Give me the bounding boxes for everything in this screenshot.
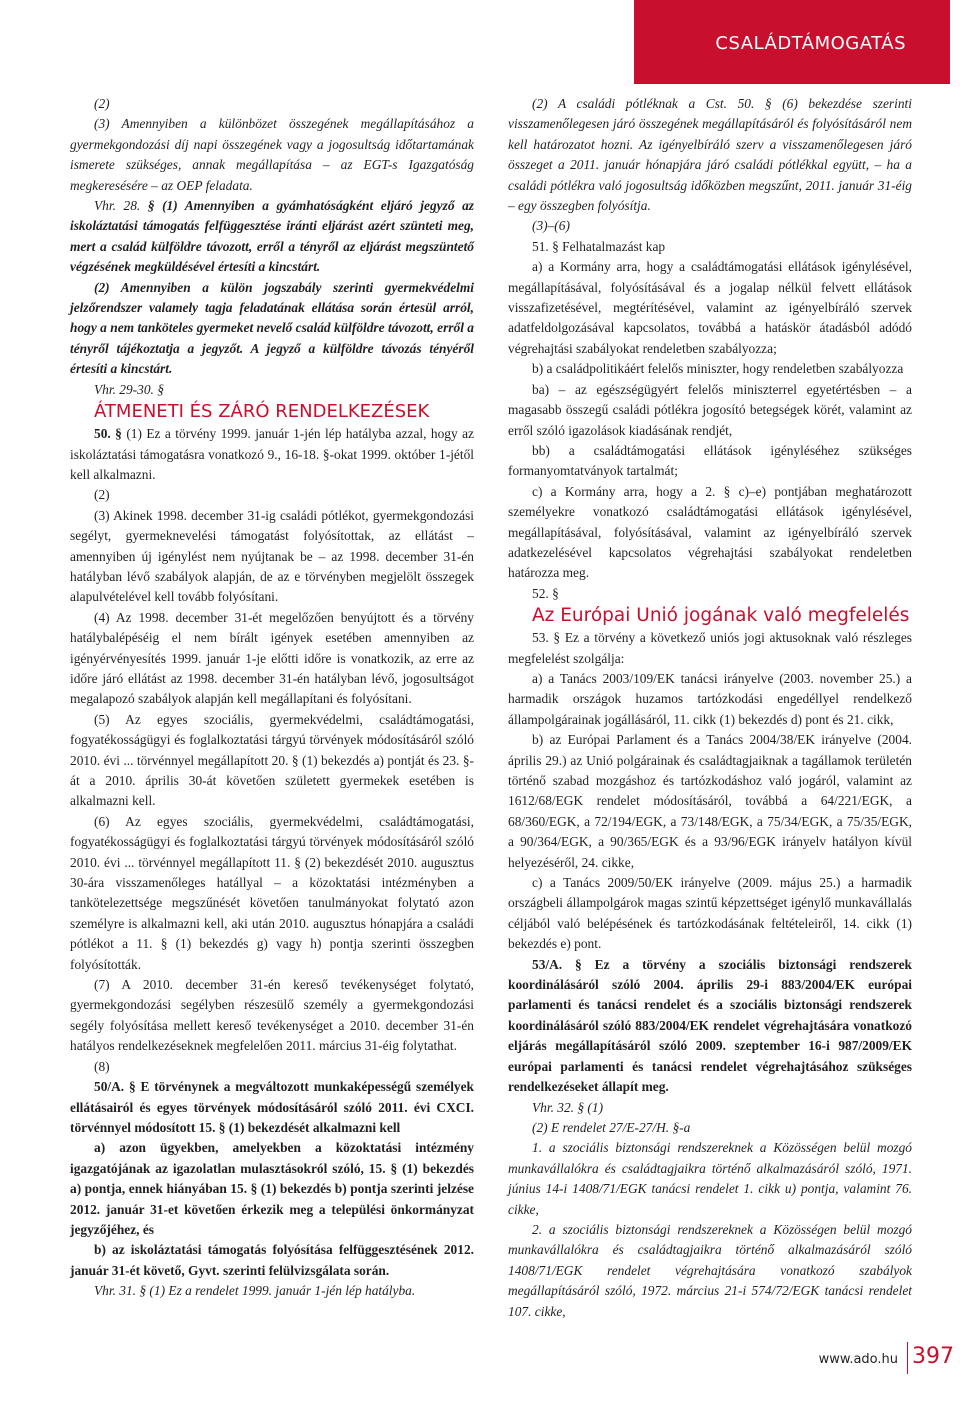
section-number: 50. § <box>94 426 122 442</box>
paragraph: (5) Az egyes szociális, gyermekvédelmi, családtámogatási, fogyatékosságügyi és foglalkoztatási tárgyú törvények módosításáról szóló 2010. évi ... törvénnyel megállapított 20. § (1) bekezdés a) pontját és 23. §-át a 2010. április 30-át követően született gyermekek esetében is alkalmazni kell. <box>70 711 474 809</box>
paragraph: b) az iskoláztatási támogatás folyósítása felfüggesztésének 2012. január 31-ét követő, Gyvt. szerinti felülvizsgálata során. <box>70 1242 474 1278</box>
paragraph: b) a családpolitikáért felelős miniszter, hogy rendeletben szabályozza <box>532 361 904 377</box>
section-label: CSALÁDTÁMOGATÁS <box>715 33 906 54</box>
paragraph: 53. § Ez a törvény a következő uniós jogi aktusoknak való részleges megfelelést szolgálja: <box>508 630 912 666</box>
page-footer <box>0 1342 960 1374</box>
paragraph: (7) A 2010. december 31-én kereső tevékenységet folytató, gyermekgondozási segélyben részesülő személy a gyermekgondozási segély folyósítása mellett kereső tevékenységet a 2010. december 31-én hatályos rendelkezéseknek megfelelően 2011. március 31-éig folytathat. <box>70 977 474 1054</box>
ref-label: Vhr. 28. <box>94 198 141 214</box>
paragraph: 52. § <box>532 585 559 601</box>
paragraph: 51. § Felhatalmazást kap <box>532 238 666 254</box>
section-title: ÁTMENETI ÉS ZÁRÓ RENDELKEZÉSEK <box>94 401 430 423</box>
paragraph: c) a Kormány arra, hogy a 2. § c)–e) pontjában meghatározott személyekre vonatkozó családtámogatási ellátások igénylésével, megállapításával, folyósításával, valamint az igényelbíráló szervek adatkezelésével kapcsolatos végrehajtási szabályokat rendeletben határozza meg. <box>508 483 912 581</box>
paragraph: a) azon ügyekben, amelyekben a közoktatási intézmény igazgatójának az igazolatlan mulasztásokról szóló, 15. § (1) bekezdés a) pontja, ennek hiányában 15. § (1) bekezdés b) pontja szerinti jelzése 2012. január 31-et követően érkezik meg a települési önkormányzat jegyzőjéhez, és <box>70 1140 474 1237</box>
paragraph <box>70 196 474 278</box>
paragraph: b) az Európai Parlament és a Tanács 2004/38/EK irányelve (2004. április 29.) az Unió polgárainak és családtagjaiknak a tagállamok területén történő szabad mozgáshoz és tartózkodáshoz való jogáról, valamint az 1612/68/EGK rendelet módosításáról, továbbá a 64/221/EGK, a 68/360/EGK, a 72/194/EGK, a 73/148/EGK, a 75/34/EGK, a 75/35/EGK, a 90/364/EGK, a 90/365/EGK és a 93/96/EGK irányelv hatályon kívül helyezéséről, 24. cikke, <box>508 732 912 870</box>
paragraph: 53/A. § Ez a törvény a szociális biztonsági rendszerek koordinálásáról szóló 2004. április 29-i 883/2004/EK európai parlamenti és tanácsi rendelet és a szociális biztonsági rendszerek koordinálásáról szóló 883/2004/EK rendelet végrehajtására vonatkozó eljárás megállapításáról szóló 2009. szeptember 16-i 987/2009/EK európai parlamenti és tanácsi rendelet végrehajtásához szükséges rendelkezéseket állapít meg. <box>508 956 912 1095</box>
paragraph: (2) Amennyiben a külön jogszabály szerinti gyermekvédelmi jelzőrendszer valamely tagja feladatának ellátása során értesül arról, hogy a nem tanköteles gyermeket nevelő család külföldre távozott, erről a tényről tájékoztatja a jegyzőt. A jegyző a külföldre távozás tényéről értesíti a kincstárt. <box>70 279 474 377</box>
paragraph: (2) <box>94 487 110 503</box>
paragraph: c) a Tanács 2009/50/EK irányelve (2009. május 25.) a harmadik országbeli állampolgárok magas szintű képzettséget igénylő munkavállalás céljából való belépésének és tartózkodásának feltételeiről, 14. cikk (1) bekezdés e) pont. <box>508 875 912 952</box>
paragraph: Vhr. 29-30. § <box>94 381 164 397</box>
footer-url[interactable]: www.ado.hu <box>818 1352 898 1367</box>
paragraph: Vhr. 31. § (1) Ez a rendelet 1999. január 1-jén lép hatályba. <box>94 1283 416 1299</box>
paragraph: ba) – az egészségügyért felelős miniszterrel egyetértésben – a magasabb összegű családi pótlékra jogosító betegségek körét, valamint az erről szóló igazolások kiadásának rendjét, <box>508 381 912 438</box>
page-number: 397 <box>912 1344 954 1369</box>
paragraph: bb) a családtámogatási ellátások igényléséhez szükséges formanyomtatványok tartalmát; <box>508 442 912 479</box>
paragraph: (8) <box>94 1058 110 1074</box>
right-column <box>508 94 912 1322</box>
paragraph-text: (1) Ez a törvény 1999. január 1-jén lép hatályba azzal, hogy az iskoláztatási támogatásra vonatkozó 9., 16-18. §-okat 1999. október 1-jétől kell alkalmazni. <box>70 426 474 482</box>
paragraph: 2. a szociális biztonsági rendszereknek a Közösségen belül mozgó munkavállalókra és családtagjaikra történő alkalmazásáról szóló 1408/71/EGK rendelet végrehajtására vonatkozó szabályok megállapításáról szóló, 1972. március 21-i 574/72/EGK tanácsi rendelet 107. cikke, <box>508 1221 912 1319</box>
paragraph: (2) <box>94 96 110 111</box>
paragraph: 50/A. § E törvénynek a megváltozott munkaképességű személyek ellátásairól és egyes törvények módosításáról szóló 2011. évi CXCI. törvénnyel módosított 15. § (1) bekezdését alkalmazni kell <box>70 1079 474 1135</box>
paragraph: (2) E rendelet 27/E-27/H. §-a <box>532 1119 691 1135</box>
paragraph: (6) Az egyes szociális, gyermekvédelmi, családtámogatási, fogyatékosságügyi és foglalkoztatási tárgyú törvények módosításáról szóló 2010. évi ... törvénnyel megállapított 11. § (2) bekezdését 2010. augusztus 30-ára visszamenőleges hatállyal – a közoktatási intézményben a tankötelezettsége megszűnését követően tanulmányokat folytató azon személyre is alkalmazni kell, aki után 2010. augusztus hónapjára a családi pótlékot a 11. § (1) bekezdés g) vagy h) pontja szerinti összegben folyósították. <box>70 813 474 972</box>
paragraph: (3) Akinek 1998. december 31-ig családi pótlékot, gyermekgondozási segélyt, gyermeknevelési támogatást folyósítottak, az ellátást – amennyiben új igénylést nem nyújtanak be – az 1998. december 31-én hatályban lévő szabályok alapján, de az e törvényben megjelölt összegek alapulvételével kell tovább folyósítani. <box>70 507 474 605</box>
paragraph: a) a Kormány arra, hogy a családtámogatási ellátások igénylésével, megállapításával, folyósításával és a jogalap nélkül felvett ellátások visszafizetésével, megtérítésével, valamint az igényelbíráló szervek adatfeldolgozásával kapcsolatos, továbbá a hatáskör átadásból adódó végrehajtási szabályokat rendeletben szabályozza; <box>508 259 912 356</box>
paragraph: (4) Az 1998. december 31-ét megelőzően benyújtott és a törvény hatálybalépéséig el nem bírált igények esetében amennyiben az igényérvényesítés 1999. január 1-je előtti időre is vonatkozik, az erre az időre járó ellátást az 1998. december 31-én hatályban lévő, jogosultságot megalapozó szabályok alapján kell megállapítani és folyósítani. <box>70 609 474 707</box>
paragraph-text: § (1) Amennyiben a gyámhatóságként eljáró jegyző az iskoláztatási támogatás felfüggesztése iránti eljárást azért szünteti meg, mert a család külföldre távozott, erről a tényről az eljárást megszüntető végzésének megküldésével értesíti a kincstárt. <box>70 198 474 275</box>
left-column <box>70 94 474 1302</box>
paragraph: (2) A családi pótléknak a Cst. 50. § (6) bekezdése szerinti visszamenőlegesen járó összegének megállapításáról és folyósításáról nem kell határozatot hozni. Az igényelbíráló szerv a visszamenőlegesen járó összeget a 2011. január hónapjára járó családi pótlékkal együtt, – ha a családi pótlékra való jogosultság időközben megszűnt, 2011. január 31-éig – egy összegben folyósítja. <box>508 96 912 214</box>
paragraph: (3) Amennyiben a különbözet összegének megállapításához a gyermekgondozási díj napi összegének vagy a jogosultság időtartamának ismerete szükséges, annak megállapítása – az EGT-s Igazgatóság megkeresésére – az OEP feladata. <box>70 116 474 193</box>
paragraph: Vhr. 32. § (1) <box>532 1099 604 1115</box>
section-header-band <box>634 0 950 84</box>
section-title: Az Európai Unió jogának való megfelelés <box>532 605 910 627</box>
paragraph <box>70 424 474 485</box>
footer-divider <box>907 1342 908 1374</box>
paragraph: 1. a szociális biztonsági rendszereknek a Közösségen belül mozgó munkavállalókra és családtagjaikra történő alkalmazásáról szóló, 1971. június 14-i 1408/71/EGK tanácsi rendelet 1. cikk u) pontja, valamint 76. cikke, <box>508 1140 912 1217</box>
paragraph: (3)–(6) <box>532 218 570 234</box>
paragraph: a) a Tanács 2003/109/EK tanácsi irányelve (2003. november 25.) a harmadik országok huzamos tartózkodási engedéllyel rendelkező állampolgárainak jogállásáról, 11. cikk (1) bekezdés d) pont és 21. cikk, <box>508 670 912 727</box>
